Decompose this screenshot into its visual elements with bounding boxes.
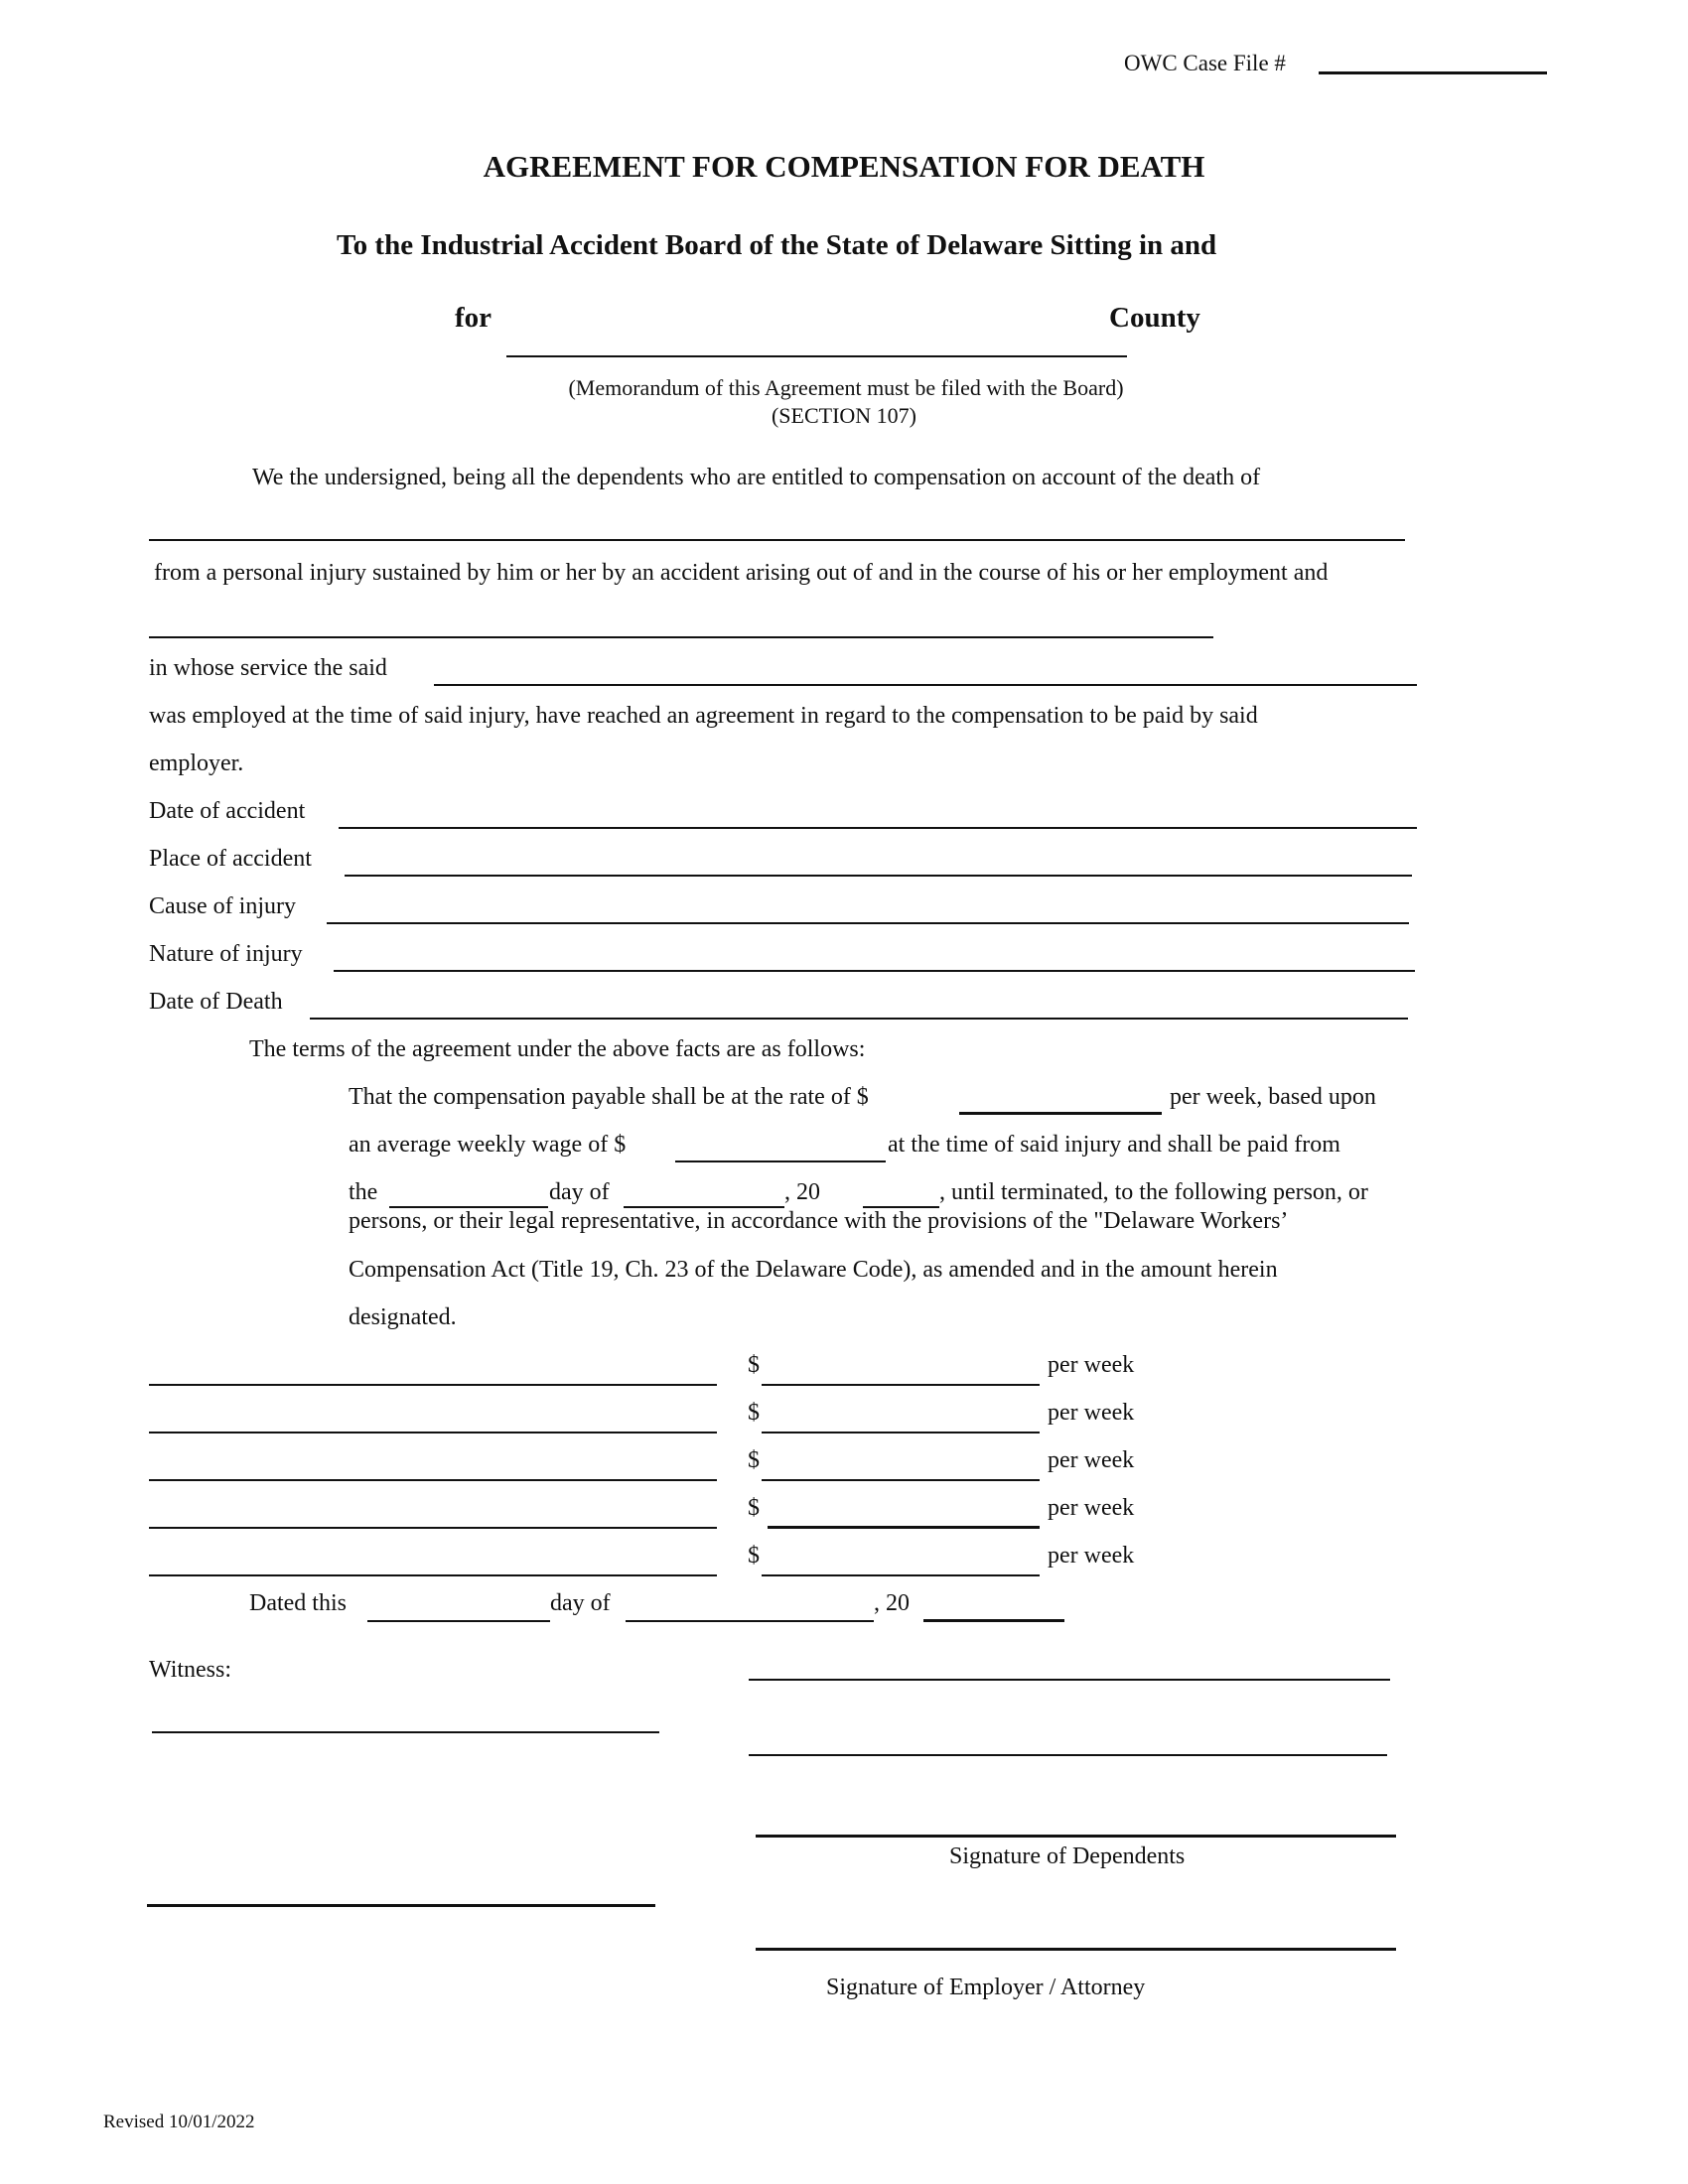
payee-name-input[interactable] xyxy=(149,1447,725,1477)
employee-underline xyxy=(434,684,1417,686)
dated-label: Dated this xyxy=(249,1590,347,1616)
nature-of-injury-underline xyxy=(334,970,1415,972)
rate-suffix: per week, based upon xyxy=(1170,1084,1376,1110)
payee-name-underline xyxy=(149,1574,717,1576)
dependent-signature-line-2[interactable] xyxy=(749,1754,1387,1756)
subtitle-county: County xyxy=(1109,302,1200,334)
payee-amount-input[interactable] xyxy=(762,1400,1048,1430)
form-subtitle: To the Industrial Accident Board of the State of Delaware Sitting in and xyxy=(337,229,1217,261)
date-of-accident-underline xyxy=(339,827,1417,829)
start-day-input[interactable] xyxy=(389,1175,556,1205)
dated-day-underline xyxy=(367,1620,550,1622)
payee-dollar-sign: $ xyxy=(748,1495,760,1521)
dated-year-prefix: , 20 xyxy=(874,1590,910,1616)
intro-line4: employer. xyxy=(149,751,244,776)
dated-month-input[interactable] xyxy=(626,1588,882,1618)
persons-text: persons, or their legal representative, in accordance with the provisions of the "Delaware Workers’ xyxy=(349,1208,1289,1234)
employer-underline xyxy=(149,636,1213,638)
witness-signature-line-2[interactable] xyxy=(147,1904,655,1907)
fact-label-date-of-death: Date of Death xyxy=(149,989,283,1015)
wage-input[interactable] xyxy=(675,1128,894,1158)
deceased-name-input[interactable] xyxy=(149,506,1413,536)
date-of-death-input[interactable] xyxy=(310,985,1416,1015)
wage-prefix: an average weekly wage of $ xyxy=(349,1132,627,1158)
revised-date: Revised 10/01/2022 xyxy=(103,2112,255,2132)
designated-text: designated. xyxy=(349,1304,457,1330)
terms-intro: The terms of the agreement under the above facts are as follows: xyxy=(249,1036,866,1062)
payee-amount-input[interactable] xyxy=(762,1495,1048,1525)
date-of-death-underline xyxy=(310,1018,1408,1020)
payee-per-week: per week xyxy=(1048,1495,1135,1521)
memo-note: (Memorandum of this Agreement must be filed with the Board) xyxy=(568,375,1124,400)
start-day-of-label: day of xyxy=(549,1179,610,1205)
dependent-signature-line-1[interactable] xyxy=(749,1679,1390,1681)
place-of-accident-input[interactable] xyxy=(345,842,1420,872)
start-the-label: the xyxy=(349,1179,378,1205)
payee-name-input[interactable] xyxy=(149,1543,725,1572)
dated-day-of-label: day of xyxy=(550,1590,611,1616)
county-input[interactable] xyxy=(506,326,1135,355)
employer-input[interactable] xyxy=(149,604,1221,633)
county-underline xyxy=(506,355,1127,357)
payee-name-input[interactable] xyxy=(149,1400,725,1430)
signature-employer-caption: Signature of Employer / Attorney xyxy=(826,1975,1146,2000)
place-of-accident-underline xyxy=(345,875,1412,877)
dated-year-input[interactable] xyxy=(923,1588,1072,1618)
cause-of-injury-input[interactable] xyxy=(327,889,1417,919)
payee-dollar-sign: $ xyxy=(748,1543,760,1569)
until-text: , until terminated, to the following person, or xyxy=(939,1179,1368,1205)
start-month-input[interactable] xyxy=(624,1175,792,1205)
payee-amount-underline xyxy=(762,1479,1040,1481)
payee-amount-input[interactable] xyxy=(762,1447,1048,1477)
payee-dollar-sign: $ xyxy=(748,1352,760,1378)
fact-label-cause-of-injury: Cause of injury xyxy=(149,893,296,919)
employer-signature-line[interactable] xyxy=(756,1948,1396,1951)
dated-year-underline xyxy=(923,1619,1064,1622)
witness-signature-line-1[interactable] xyxy=(152,1731,659,1733)
payee-amount-underline xyxy=(762,1384,1040,1386)
rate-input[interactable] xyxy=(959,1080,1170,1110)
service-label: in whose service the said xyxy=(149,655,387,681)
intro-line1: We the undersigned, being all the dependents who are entitled to compensation on account of the death of xyxy=(252,465,1261,490)
payee-per-week: per week xyxy=(1048,1543,1135,1569)
payee-per-week: per week xyxy=(1048,1400,1135,1426)
dated-month-underline xyxy=(626,1620,874,1622)
payee-amount-underline xyxy=(762,1432,1040,1433)
deceased-underline xyxy=(149,539,1405,541)
subtitle-for: for xyxy=(455,302,492,334)
payee-name-input[interactable] xyxy=(149,1352,725,1382)
payee-amount-underline xyxy=(762,1574,1040,1576)
payee-name-underline xyxy=(149,1432,717,1433)
dated-day-input[interactable] xyxy=(367,1588,558,1618)
case-file-label: OWC Case File # xyxy=(1124,51,1286,75)
payee-per-week: per week xyxy=(1048,1447,1135,1473)
intro-line3: was employed at the time of said injury, have reached an agreement in regard to the compensation to be paid by said xyxy=(149,703,1258,729)
rate-underline xyxy=(959,1112,1162,1115)
intro-line2: from a personal injury sustained by him or her by an accident arising out of and in the course of his or her employment and xyxy=(154,560,1329,586)
wage-suffix: at the time of said injury and shall be paid from xyxy=(888,1132,1340,1158)
rate-prefix: That the compensation payable shall be at the rate of $ xyxy=(349,1084,869,1110)
dependent-signature-line-3[interactable] xyxy=(756,1835,1396,1838)
section-note: (SECTION 107) xyxy=(771,403,917,428)
payee-name-underline xyxy=(149,1479,717,1481)
payee-amount-underline xyxy=(768,1526,1040,1529)
payee-name-underline xyxy=(149,1384,717,1386)
signature-dependents-caption: Signature of Dependents xyxy=(949,1843,1186,1869)
date-of-accident-input[interactable] xyxy=(339,794,1425,824)
wage-underline xyxy=(675,1160,886,1162)
witness-label: Witness: xyxy=(149,1657,232,1683)
payee-per-week: per week xyxy=(1048,1352,1135,1378)
fact-label-date-of-accident: Date of accident xyxy=(149,798,306,824)
payee-amount-input[interactable] xyxy=(762,1543,1048,1572)
start-year-input[interactable] xyxy=(863,1175,947,1205)
case-file-underline xyxy=(1319,71,1547,74)
form-title: AGREEMENT FOR COMPENSATION FOR DEATH xyxy=(483,149,1205,184)
start-year-prefix: , 20 xyxy=(784,1179,820,1205)
fact-label-place-of-accident: Place of accident xyxy=(149,846,312,872)
employee-name-input[interactable] xyxy=(434,651,1425,681)
nature-of-injury-input[interactable] xyxy=(334,937,1423,967)
fact-label-nature-of-injury: Nature of injury xyxy=(149,941,303,967)
cause-of-injury-underline xyxy=(327,922,1409,924)
payee-name-input[interactable] xyxy=(149,1495,725,1525)
payee-dollar-sign: $ xyxy=(748,1400,760,1426)
payee-dollar-sign: $ xyxy=(748,1447,760,1473)
payee-name-underline xyxy=(149,1527,717,1529)
payee-amount-input[interactable] xyxy=(762,1352,1048,1382)
act-text: Compensation Act (Title 19, Ch. 23 of the Delaware Code), as amended and in the amount herein xyxy=(349,1257,1278,1283)
